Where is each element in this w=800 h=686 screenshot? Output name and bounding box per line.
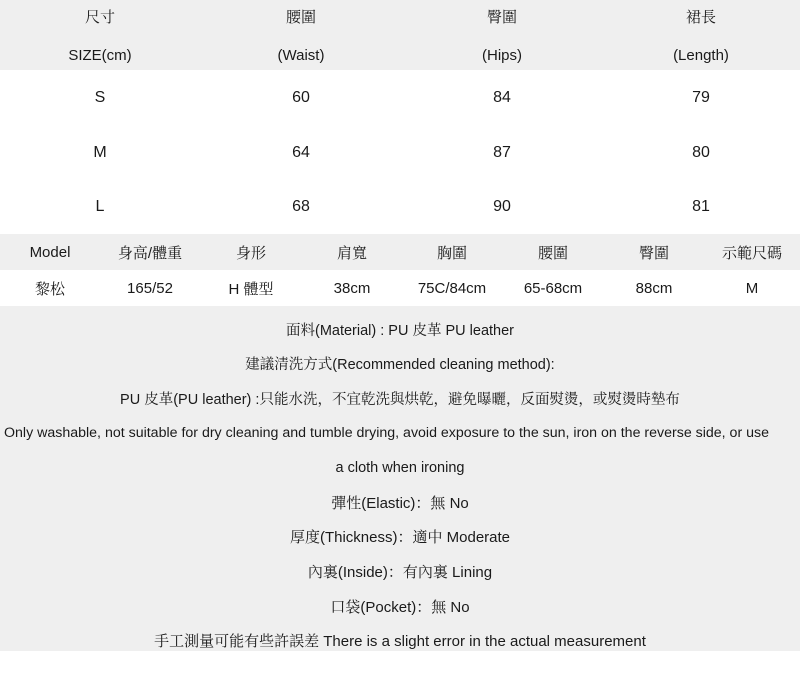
size-table: [0, 0, 800, 234]
pocket-note: 口袋(Pocket)：無 No: [330, 598, 470, 616]
header-waist: 腰圍 (Waist): [277, 9, 325, 64]
model-table: [0, 234, 800, 306]
table-row: L 68 90 81: [95, 198, 710, 215]
inside-note: 內裏(Inside)：有內裏 Lining: [307, 563, 493, 581]
thickness-note: 厚度(Thickness)：適中 Moderate: [289, 529, 511, 547]
size-table-body: [0, 70, 800, 234]
header-size: 尺寸 SIZE(cm): [68, 9, 132, 64]
model-table-header: Model 身高/體重 身形 肩寬 胸圍 腰圍 臀圍 示範尺碼: [0, 234, 800, 270]
elastic-note: 彈性(Elastic)：無 No: [331, 494, 469, 512]
cleaning-note-en: Only washable, not suitable for dry cleaning and tumble drying, avoid exposure to the sun, iron on the reverse side, or use: [4, 425, 769, 442]
table-row: M 64 87 80: [93, 144, 710, 161]
product-notes: [0, 306, 800, 651]
size-table-header: [0, 0, 800, 70]
material-note: 面料(Material) : PU 皮革 PU leather: [285, 322, 515, 339]
header-length: 裙長 (Length): [673, 9, 729, 64]
cleaning-title: 建議清洗方式(Recommended cleaning method):: [245, 357, 555, 374]
cleaning-note-zh: PU 皮革(PU leather) :只能水洗，不宜乾洗與烘乾，避免曝曬，反面熨燙，或熨燙時墊布: [120, 391, 680, 408]
table-row: 黎松 165/52 H 體型 38cm 75C/84cm 65-68cm 88cm M: [34, 279, 759, 298]
measurement-error-note: 手工測量可能有些許誤差 There is a slight error in the actual measurement: [154, 633, 646, 651]
cleaning-note-en-continued: a cloth when ironing: [335, 459, 465, 476]
table-row: S 60 84 79: [94, 89, 710, 106]
header-hips: 臀圍 (Hips): [482, 9, 522, 64]
